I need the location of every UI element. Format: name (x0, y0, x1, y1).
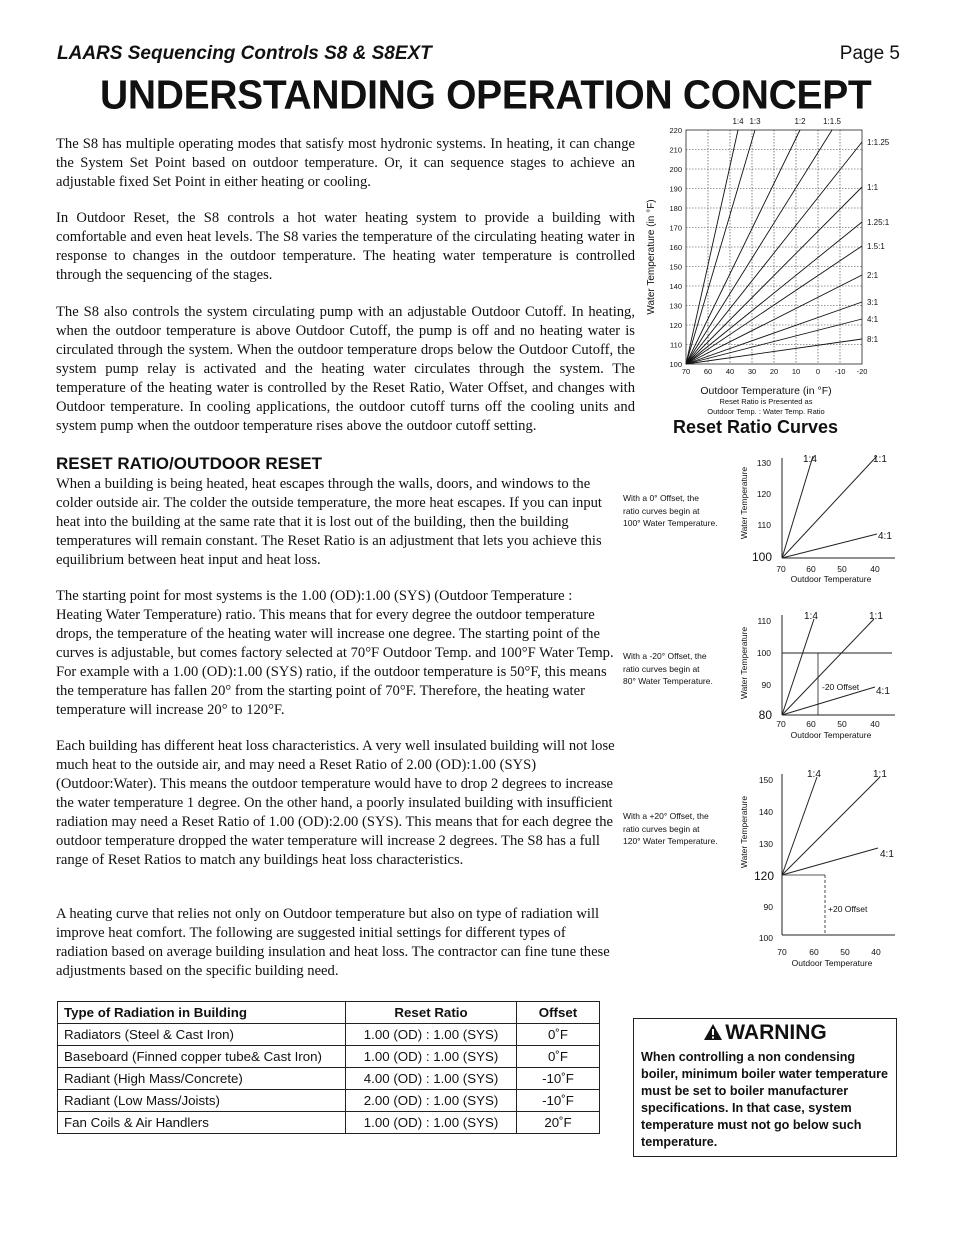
warning-text: When controlling a non condensing boiler, minimum boiler water temperature must be set to boiler manufacturer specifications. In that case, system temperature must not go below such temperature. (641, 1050, 889, 1149)
curve-label: 1:4 (803, 454, 817, 465)
curve-line (782, 619, 814, 715)
warning-heading (634, 1021, 896, 1045)
tick-label: 100 (758, 933, 773, 943)
tick-label: 60 (809, 947, 819, 957)
section-heading: RESET RATIO/OUTDOOR RESET (56, 454, 323, 473)
chart-note: Outdoor Temp. : Water Temp. Ratio (707, 407, 825, 416)
tick-label: 160 (669, 243, 682, 252)
tick-label: -20 (856, 367, 868, 376)
base-temp-label: 120 (753, 869, 774, 883)
tick-label: 90 (763, 902, 773, 912)
curve-line (782, 777, 880, 875)
tick-label: 130 (756, 458, 771, 468)
curve-label: 8:1 (867, 335, 879, 344)
offset-chart-minus-20 (735, 605, 910, 745)
offset-note: With a -20° Offset, the ratio curves begin at 80° Water Temperature. (623, 651, 713, 686)
page-number: Page 5 (839, 43, 900, 64)
curve-label: 1.5:1 (867, 242, 885, 251)
body-paragraph: A heating curve that relies not only on Outdoor temperature but also on type of radiation will improve heat comfort. The following are suggested initial settings for different types of radiation based on average building insulation and heat loss. The contractor can fine tune these adjustments based on the specific building need. (56, 906, 610, 979)
table-row (58, 1068, 600, 1090)
curve-label: 1.25:1 (867, 218, 890, 227)
table-row (58, 1024, 600, 1046)
intro-paragraph: The S8 also controls the system circulating pump with an adjustable Outdoor Cutoff. In heating, when the outdoor temperature is above Outdoor Cutoff, the pump is off and no heating water is circulated through the system. When the outdoor temperature drops below the Outdoor Cutoff, the system pump relay is activated and the heating water circulates through the system. The temperature of the heating water is controlled by the Reset Ratio, Water Offset, and changes with Outdoor temperature. In cooling applications, the outdoor cutoff turns off the cooling units and system pump when the outdoor temperature rises above the outdoor cutoff setting. (56, 304, 635, 434)
table-cell: 1.00 (OD) : 1.00 (SYS) (346, 1112, 517, 1134)
chart-title: Reset Ratio Curves (673, 417, 839, 437)
curve-label: 1:1 (873, 454, 887, 465)
tick-label: 40 (870, 564, 880, 574)
tick-label: 110 (670, 340, 682, 350)
tick-label: 40 (870, 719, 880, 729)
tick-label: 60 (806, 564, 816, 574)
table-cell: 20˚F (517, 1112, 600, 1134)
tick-label: 50 (840, 947, 850, 957)
tick-label: 30 (747, 367, 757, 376)
curve-label: 1:2 (794, 117, 806, 126)
curve-line (782, 534, 877, 558)
table-cell: 0˚F (517, 1024, 600, 1046)
tick-label: 70 (776, 564, 786, 574)
table-cell: 2.00 (OD) : 1.00 (SYS) (346, 1090, 517, 1112)
offset-label: -20 Offset (822, 682, 860, 692)
tick-label: 90 (761, 680, 771, 690)
table-row (58, 1112, 600, 1134)
curve-label: 1:1.25 (867, 138, 890, 147)
tick-label: 220 (669, 126, 682, 135)
x-axis-label: Outdoor Temperature (790, 574, 872, 584)
ratio-curve (686, 275, 862, 364)
tick-label: 110 (757, 520, 771, 530)
offset-note: With a 0° Offset, the ratio curves begin at 100° Water Temperature. (623, 493, 718, 528)
document-title: LAARS Sequencing Controls S8 & S8EXT (57, 43, 432, 64)
tick-label: 210 (669, 145, 682, 155)
tick-label: 20 (769, 367, 779, 376)
tick-label: 170 (669, 223, 682, 233)
x-axis-label: Outdoor Temperature (in °F) (700, 385, 832, 397)
curve-line (782, 777, 817, 875)
intro-paragraph: In Outdoor Reset, the S8 controls a hot water heating system to provide a building with comfortable and even heat levels. The S8 varies the temperature of the circulating heating water in response to changes in the outdoor temperature. The heating water temperature is controlled through the sequencing of the stages. (56, 210, 635, 283)
curve-label: 1:3 (749, 117, 761, 126)
warning-triangle-icon (703, 1023, 723, 1041)
curve-line (782, 619, 874, 715)
table-cell: -10˚F (517, 1068, 600, 1090)
radiation-settings-table (57, 1001, 600, 1134)
table-cell: Fan Coils & Air Handlers (58, 1112, 346, 1134)
tick-label: 50 (837, 564, 847, 574)
table-cell: 0˚F (517, 1046, 600, 1068)
tick-label: 190 (669, 184, 682, 194)
table-row (58, 1090, 600, 1112)
tick-label: 140 (669, 282, 682, 291)
table-cell: Radiant (Low Mass/Joists) (58, 1090, 346, 1112)
curve-line (782, 848, 878, 875)
tick-label: 130 (758, 839, 773, 849)
tick-label: 70 (777, 947, 787, 957)
curve-label: 4:1 (867, 315, 879, 324)
body-paragraph: Each building has different heat loss characteristics. A very well insulated building will not lose much heat to the outside air, and may need a Reset Ratio of 2.00 (OD):1.00 (SYS) (Outdoor:Water). This means the outdoor temperature would have to drop 2 degrees to increase the water temperature 1 degree. On the other hand, a poorly insulated building with insufficient radiation may need a Reset Ratio of 1.00 (OD):2.00 (SYS). This means that for each degree the outdoor temperature dropped the water temperature will increase 2 degrees. The S8 has a full range of Reset Ratios to match any buildings heat loss characteristics. (56, 738, 615, 868)
offset-chart-plus-20 (735, 762, 910, 972)
warning-box (633, 1018, 897, 1157)
y-axis-label: Water Temperature (in °F) (646, 199, 657, 315)
tick-label: 60 (806, 719, 816, 729)
tick-label: 120 (756, 489, 771, 499)
table-cell: Radiant (High Mass/Concrete) (58, 1068, 346, 1090)
table-cell: 1.00 (OD) : 1.00 (SYS) (346, 1024, 517, 1046)
tick-label: 40 (871, 947, 881, 957)
table-cell: 1.00 (OD) : 1.00 (SYS) (346, 1046, 517, 1068)
table-row (58, 1046, 600, 1068)
tick-label: 150 (758, 775, 773, 785)
table-cell: 4.00 (OD) : 1.00 (SYS) (346, 1068, 517, 1090)
y-axis-label: Water Temperature (739, 795, 749, 869)
body-paragraph: The starting point for most systems is the 1.00 (OD):1.00 (SYS) (Outdoor Temperature : Heating Water Temperature) ratio. This means that for every degree the outdoor temperature drops, the temperature of the heating water will increase one degree. The starting point of the curves is adjustable, but comes factory selected at 70°F Outdoor Temp. and 100°F Water Temp. For example with a 1.00 (OD):1.00 (SYS) ratio, if the outdoor temperature is 50°F, this means the temperature has fallen 20° from the starting point of 70°F. Therefore, the heating water temperature will increase 20° to 120°F. (56, 588, 614, 718)
curve-label: 1:1 (873, 769, 887, 780)
offset-chart-zero (735, 448, 910, 588)
curve-label: 4:1 (876, 686, 890, 697)
tick-label: -10 (834, 367, 846, 376)
page-title: UNDERSTANDING OPERATION CONCEPT (100, 72, 872, 119)
tick-label: 120 (669, 321, 682, 330)
curve-label: 3:1 (867, 298, 879, 307)
curve-label: 1:1.5 (823, 117, 841, 126)
table-cell: Radiators (Steel & Cast Iron) (58, 1024, 346, 1046)
curve-label: 1:4 (807, 769, 821, 780)
tick-label: 180 (669, 204, 682, 213)
tick-label: 50 (837, 719, 847, 729)
tick-label: 110 (757, 616, 771, 626)
column-header: Offset (517, 1002, 600, 1024)
column-header: Type of Radiation in Building (58, 1002, 346, 1024)
tick-label: 150 (669, 262, 682, 272)
curve-label: 2:1 (867, 271, 879, 280)
curve-label: 1:4 (732, 117, 744, 126)
tick-label: 70 (681, 367, 691, 376)
y-axis-label: Water Temperature (739, 466, 749, 540)
tick-label: 140 (758, 807, 773, 817)
offset-label: +20 Offset (828, 904, 868, 914)
base-temp-label: 100 (751, 550, 772, 564)
curve-label: 1:1 (867, 183, 879, 192)
body-paragraph: When a building is being heated, heat escapes through the walls, doors, and windows to the colder outside air. The colder the outside temperature, the more heat escapes. If you can input heat into the building at the same rate that it is lost out of the building, then the building temperatures will remain constant. The Reset Ratio is an adjustment that lets you achieve this equilibrium between heat input and heat loss. (56, 476, 602, 568)
curve-line (782, 456, 877, 558)
reset-ratio-chart (640, 112, 910, 417)
intro-paragraph: The S8 has multiple operating modes that satisfy most hydronic systems. In heating, it can change the System Set Point based on outdoor temperature. Or, it can sequence stages to achieve an adjustable fixed Set Point in either heating or cooling. (56, 136, 635, 190)
curve-label: 1:4 (804, 611, 818, 622)
table-cell: -10˚F (517, 1090, 600, 1112)
offset-note: With a +20° Offset, the ratio curves begin at 120° Water Temperature. (623, 811, 718, 846)
tick-label: 100 (669, 360, 682, 369)
base-temp-label: 80 (758, 708, 772, 722)
x-axis-label: Outdoor Temperature (790, 730, 872, 740)
table-cell: Baseboard (Finned copper tube& Cast Iron) (58, 1046, 346, 1068)
curve-label: 4:1 (880, 849, 894, 860)
tick-label: 40 (725, 367, 735, 376)
column-header: Reset Ratio (346, 1002, 517, 1024)
y-axis-label: Water Temperature (739, 626, 749, 700)
tick-label: 70 (776, 719, 786, 729)
tick-label: 100 (756, 648, 771, 658)
table-header-row (58, 1002, 600, 1024)
tick-label: 60 (703, 367, 713, 376)
tick-label: 10 (791, 367, 801, 376)
tick-label: 200 (669, 165, 682, 174)
warning-heading-text: WARNING (725, 1021, 827, 1044)
curve-label: 4:1 (878, 531, 892, 542)
tick-label: 0 (815, 367, 821, 376)
curve-label: 1:1 (869, 611, 883, 622)
curve-line (782, 456, 813, 558)
tick-label: 130 (669, 301, 682, 311)
x-axis-label: Outdoor Temperature (791, 958, 873, 968)
chart-note: Reset Ratio is Presented as (719, 397, 813, 406)
